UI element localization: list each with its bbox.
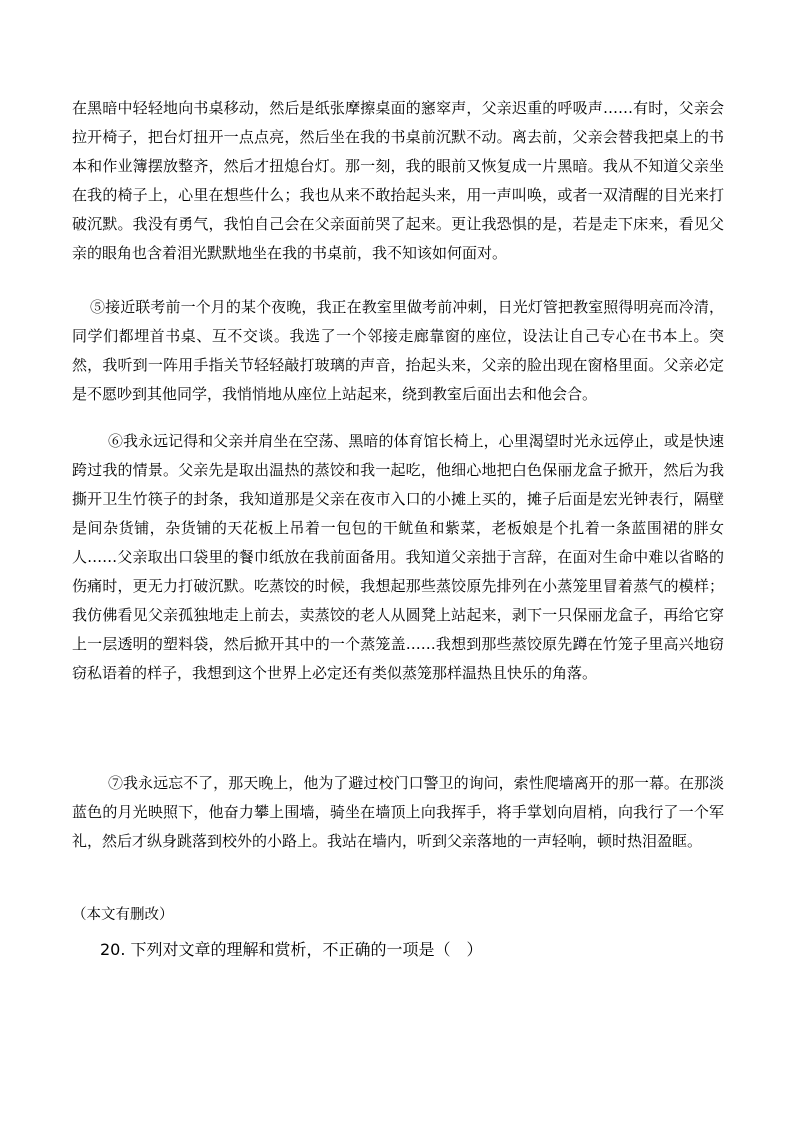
paragraph-text: ⑤接近联考前一个月的某个夜晚，我正在教室里做考前冲刺，日光灯管把教室照得明亮而冷清，同学们都埋首书桌、互不交谈。我选了一个邻接走廊靠窗的座位，设法让自己专心在书本上。突然，我听到一阵用手指关节轻轻敲打玻璃的声音，抬起头来，父亲的脸出现在窗格里面。父亲必定是不愿吵到其他同学，我悄悄地从座位上站起来，绕到教室后面出去和他会合。 (72, 298, 724, 403)
paragraph-text: ⑥我永远记得和父亲并肩坐在空荡、黑暗的体育馆长椅上，心里渴望时光永远停止，或是快速跨过我的情景。父亲先是取出温热的蒸饺和我一起吃，他细心地把白色保丽龙盒子掀开，然后为我撕开卫生竹筷子的封条，我知道那是父亲在夜市入口的小摊上买的，摊子后面是宏光钟表行，隔壁是间杂货铺，杂货铺的天花板上吊着一包包的干鱿鱼和紫菜，老板娘是个扎着一条蓝围裙的胖女人……父亲取出口袋里的餐巾纸放在我前面备用。我知道父亲拙于言辞，在面对生命中难以省略的伤痛时，更无力打破沉默。吃蒸饺的时候，我想起那些蒸饺原先排列在小蒸笼里冒着蒸气的模样；我仿佛看见父亲孤独地走上前去，卖蒸饺的老人从圆凳上站起来，剥下一只保丽龙盒子，再给它穿上一层透明的塑料袋，然后掀开其中的一个蒸笼盖……我想到那些蒸饺原先蹲在竹笼子里高兴地窃窃私语着的样子，我想到这个世界上必定还有类似蒸笼那样温热且快乐的角落。 (72, 432, 724, 682)
edit-note: （本文有删改） (72, 907, 174, 923)
paragraph-text: 在黑暗中轻轻地向书桌移动，然后是纸张摩擦桌面的窸窣声，父亲迟重的呼吸声……有时，父亲会拉开椅子，把台灯扭开一点点亮，然后坐在我的书桌前沉默不动。离去前，父亲会替我把桌上的书本和作业簿摆放整齐，然后才扭熄台灯。那一刻，我的眼前又恢复成一片黑暗。我从不知道父亲坐在我的椅子上，心里在想些什么；我也从来不敢抬起头来，用一声叫唤，或者一双清醒的目光来打破沉默。我没有勇气，我怕自己会在父亲面前哭了起来。更让我恐惧的是，若是走下床来，看见父亲的眼角也含着泪光默默地坐在我的书桌前，我不知该如何面对。 (72, 99, 724, 262)
paragraph-text: ⑦我永远忘不了，那天晚上，他为了避过校门口警卫的询问，索性爬墙离开的那一幕。在那淡蓝色的月光映照下，他奋力攀上围墙，骑坐在墙顶上向我挥手，将手掌划向眉梢，向我行了一个军礼，然后才纵身跳落到校外的小路上。我站在墙内，听到父亲落地的一声轻响，顿时热泪盈眶。 (72, 774, 724, 850)
paragraph-continuation (72, 94, 724, 268)
paragraph-5 (72, 293, 724, 409)
paragraph-7 (72, 769, 724, 856)
question-20: 20. 下列对文章的理解和赏析，不正确的一项是（ ） (100, 940, 483, 959)
paragraph-6 (72, 427, 724, 688)
